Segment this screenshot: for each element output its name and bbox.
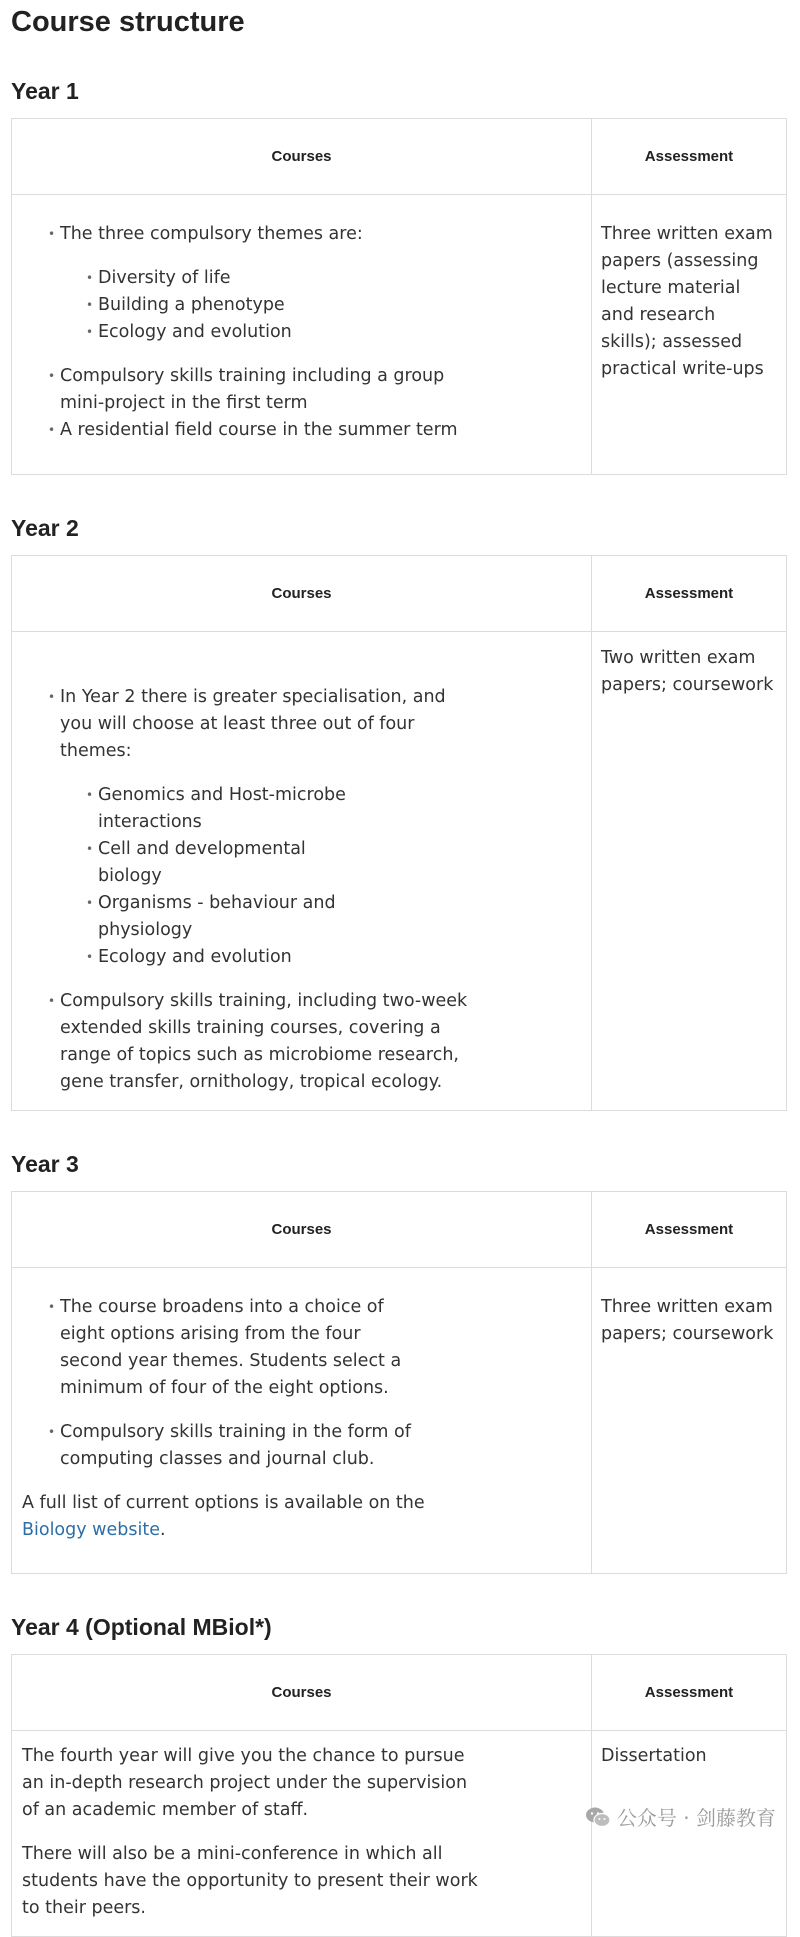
year-1-courses <box>12 195 592 475</box>
theme-item: • Building a phenotype <box>60 292 581 319</box>
watermark <box>585 1802 776 1831</box>
year-4-paragraph: There will also be a mini-conference in which all students have the opportunity to present their work to their peers. <box>22 1844 478 1918</box>
list-item: • The course broadens into a choice of eight options arising from the four second year themes. Students select a minimum of four of the eight options. <box>22 1294 471 1402</box>
courses-header: Courses <box>12 1192 592 1268</box>
courses-header: Courses <box>12 119 592 195</box>
year-1-table <box>11 118 787 475</box>
assessment-header: Assessment <box>592 119 787 195</box>
theme-item: • Genomics and Host-microbe interactions <box>60 782 361 836</box>
year-1-assessment: Three written exam papers (assessing lecture material and research skills); assessed practical write-ups <box>592 195 787 475</box>
year-1-section <box>11 78 789 475</box>
wechat-icon <box>585 1806 611 1828</box>
year-3-heading: Year 3 <box>11 1151 79 1177</box>
year-4-assessment: Dissertation <box>592 1731 787 1937</box>
assessment-header: Assessment <box>592 1192 787 1268</box>
year-2-table <box>11 555 787 1111</box>
year-3-assessment: Three written exam papers; coursework <box>592 1268 787 1574</box>
year-4-courses <box>12 1731 592 1937</box>
theme-item: • Organisms - behaviour and physiology <box>60 890 361 944</box>
assessment-header: Assessment <box>592 1655 787 1731</box>
year-2-courses <box>12 632 592 1111</box>
year-3-table <box>11 1191 787 1574</box>
options-note: A full list of current options is available on the Biology website. <box>22 1493 425 1540</box>
list-item: • In Year 2 there is greater specialisation, and you will choose at least three out of four themes: • Genomics and Host-microbe interactions • Cell and developmental biology • Organisms - behaviour and physiology • Ecology and evolution <box>22 684 481 971</box>
list-item: • The three compulsory themes are: • Diversity of life • Building a phenotype • Ecology and evolution <box>22 221 581 346</box>
theme-item: • Ecology and evolution <box>60 944 361 971</box>
year-4-table <box>11 1654 787 1937</box>
list-item: • Compulsory skills training, including two-week extended skills training courses, covering a range of topics such as microbiome research, gene transfer, ornithology, tropical ecology. <box>22 988 481 1096</box>
assessment-header: Assessment <box>592 556 787 632</box>
watermark-text: 公众号 · 剑藤教育 <box>616 1806 776 1830</box>
biology-website-link[interactable]: Biology website <box>22 1520 160 1540</box>
year-3-section <box>11 1151 789 1574</box>
year-2-heading: Year 2 <box>11 515 79 541</box>
list-item: • Compulsory skills training including a group mini-project in the first term <box>22 363 581 417</box>
list-item: • A residential field course in the summer term <box>22 417 581 444</box>
year-4-heading: Year 4 (Optional MBiol*) <box>11 1614 272 1640</box>
year-4-section <box>11 1614 789 1937</box>
year-2-section <box>11 515 789 1111</box>
year-3-courses <box>12 1268 592 1574</box>
theme-item: • Ecology and evolution <box>60 319 581 346</box>
theme-item: • Cell and developmental biology <box>60 836 361 890</box>
courses-header: Courses <box>12 556 592 632</box>
list-item: • Compulsory skills training in the form of computing classes and journal club. <box>22 1419 471 1473</box>
theme-item: • Diversity of life <box>60 265 581 292</box>
year-1-heading: Year 1 <box>11 78 79 104</box>
courses-header: Courses <box>12 1655 592 1731</box>
year-2-assessment: Two written exam papers; coursework <box>592 632 787 1111</box>
page-title: Course structure <box>11 6 245 38</box>
year-4-paragraph: The fourth year will give you the chance to pursue an in-depth research project under the supervision of an academic member of staff. <box>22 1746 468 1820</box>
